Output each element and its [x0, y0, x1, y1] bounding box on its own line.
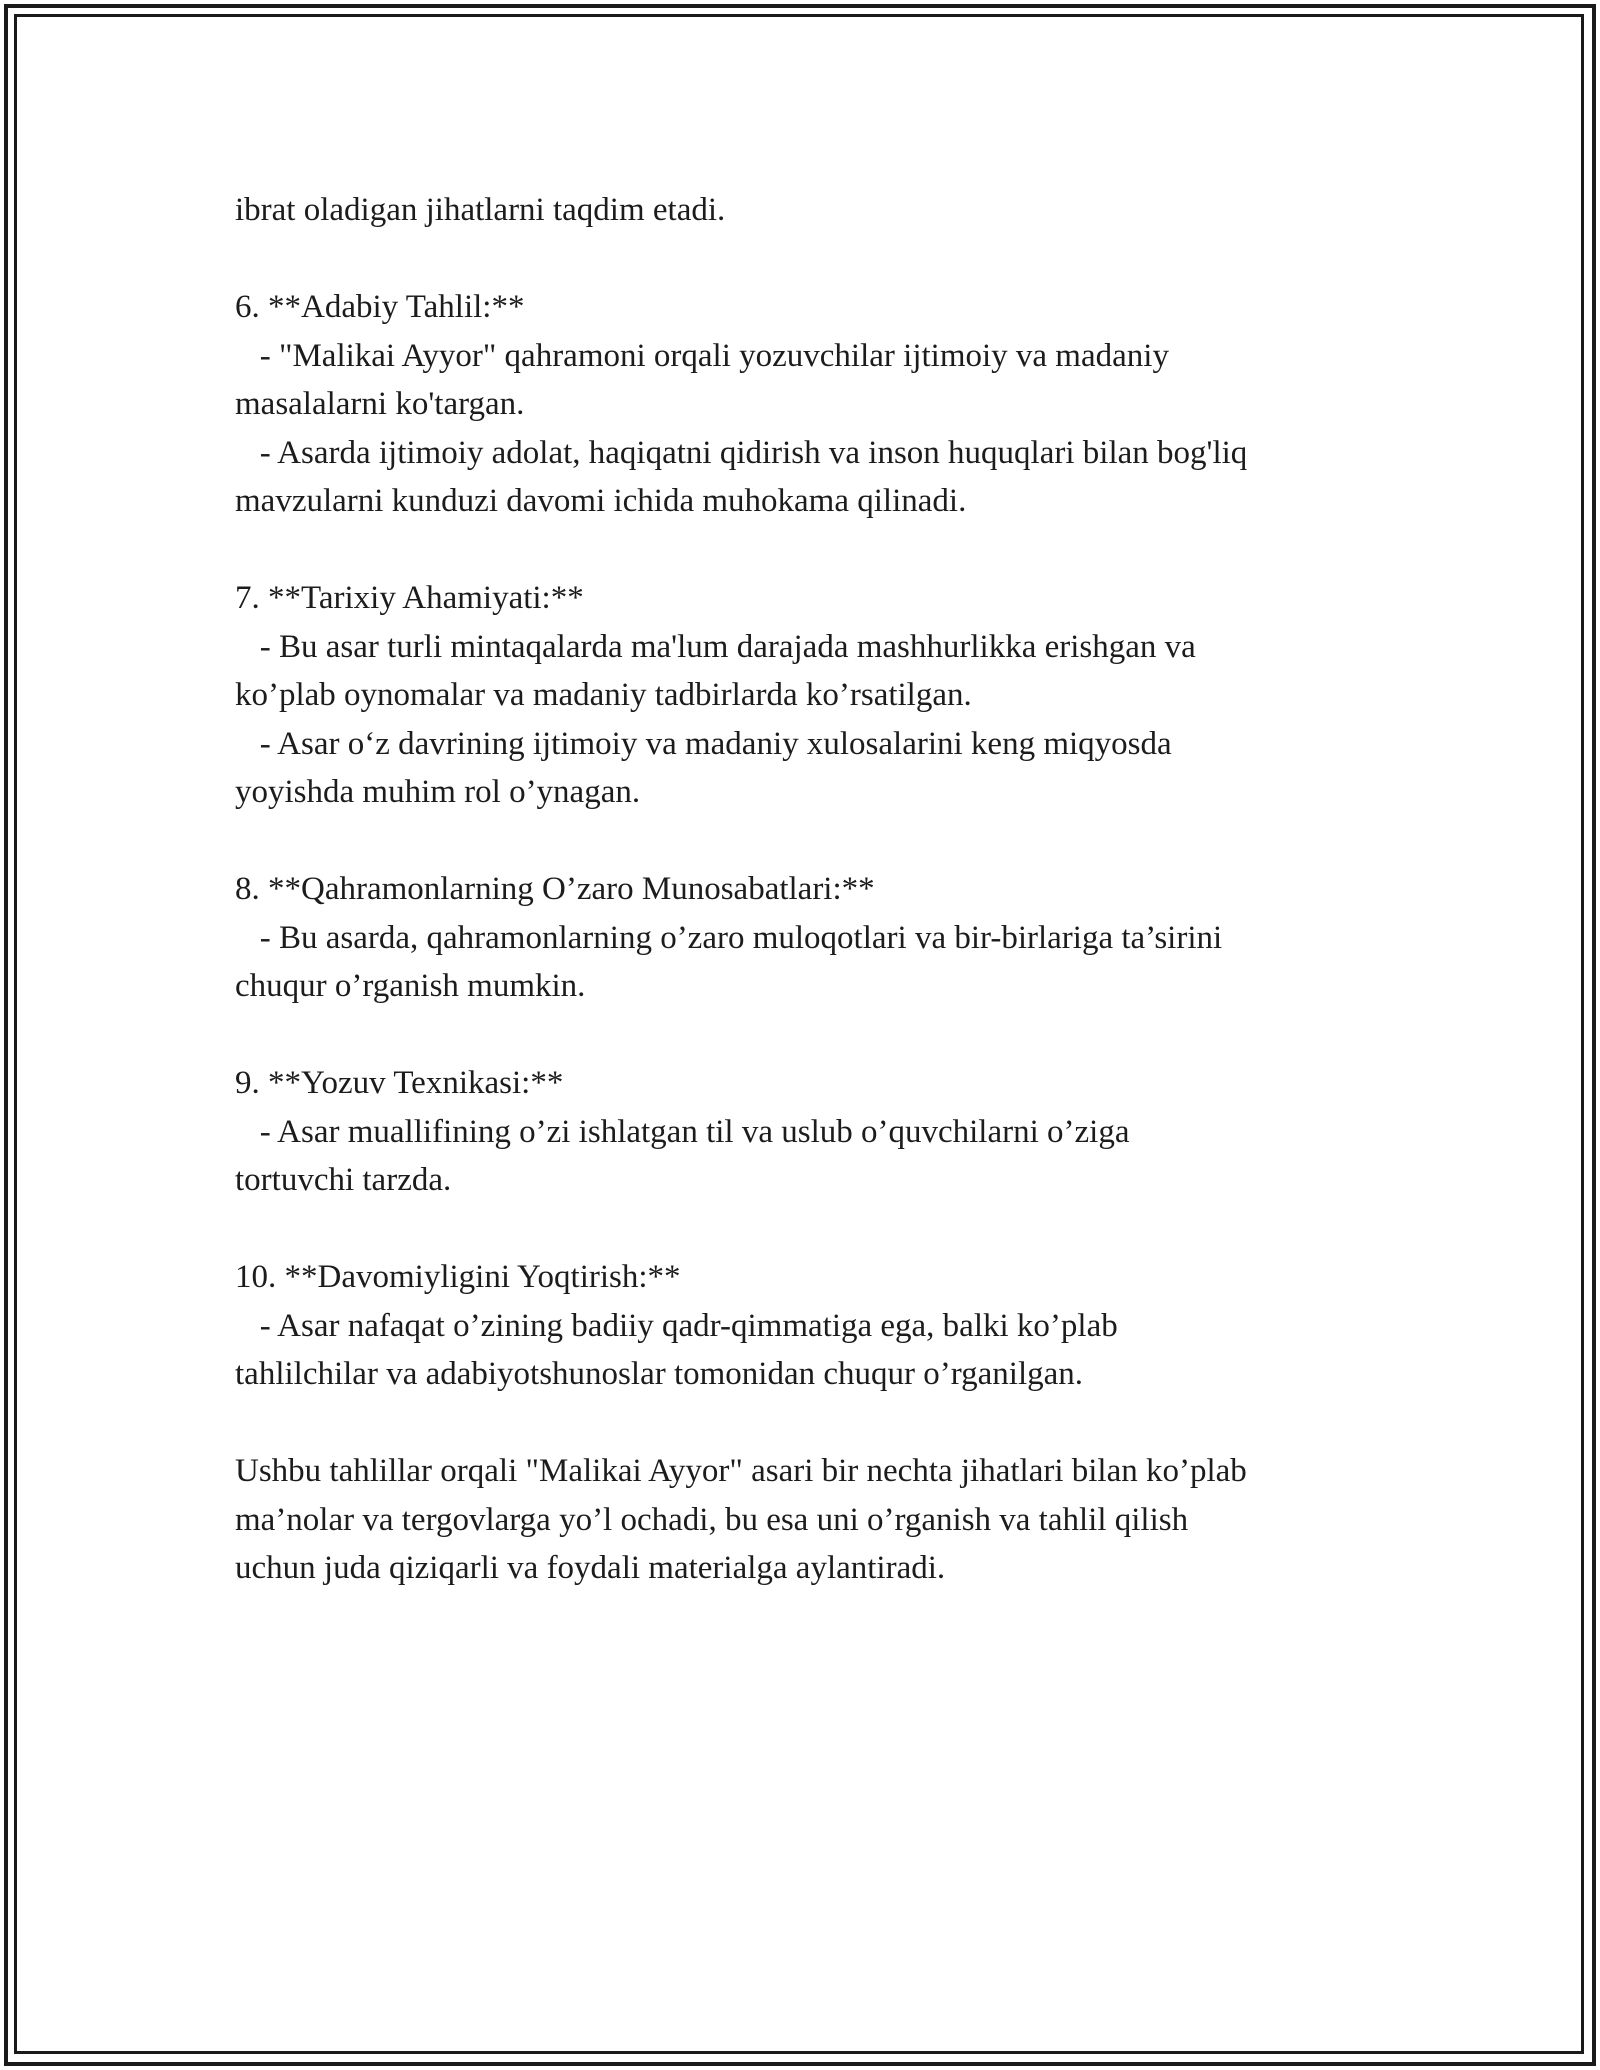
section-line: - Asar muallifining o’zi ishlatgan til va uslub o’quvchilarni o’ziga	[235, 1113, 1130, 1150]
section-davomiyligini-yoqtirish	[235, 1253, 1415, 1399]
paragraph-gap	[235, 1399, 1415, 1448]
paragraph-gap	[235, 235, 1415, 284]
section-line: tahlilchilar va adabiyotshunoslar tomonidan chuqur o’rganilgan.	[235, 1356, 1084, 1392]
section-heading: 6. **Adabiy Tahlil:**	[235, 289, 525, 325]
paragraph-gap	[235, 1011, 1415, 1060]
section-line: chuqur o’rganish mumkin.	[235, 968, 586, 1004]
section-line: - Asarda ijtimoiy adolat, haqiqatni qidirish va inson huquqlari bilan bog'liq	[235, 434, 1248, 471]
section-heading: 7. **Tarixiy Ahamiyati:**	[235, 580, 584, 616]
section-line: - "Malikai Ayyor" qahramoni orqali yozuvchilar ijtimoiy va madaniy	[235, 337, 1169, 374]
section-line: ko’plab oynomalar va madaniy tadbirlarda ko’rsatilgan.	[235, 677, 972, 713]
section-line: tortuvchi tarzda.	[235, 1162, 452, 1198]
section-line: masalalarni ko'targan.	[235, 386, 525, 422]
section-heading: 9. **Yozuv Texnikasi:**	[235, 1065, 564, 1101]
conclusion-line: ma’nolar va tergovlarga yo’l ochadi, bu esa uni o’rganish va tahlil qilish	[235, 1501, 1189, 1538]
section-adabiy-tahlil	[235, 283, 1415, 526]
section-heading: 10. **Davomiyligini Yoqtirish:**	[235, 1259, 681, 1295]
section-tarixiy-ahamiyati	[235, 574, 1415, 817]
section-line: - Asar o‘z davrining ijtimoiy va madaniy xulosalarini keng miqyosda	[235, 725, 1172, 762]
paragraph-gap	[235, 526, 1415, 575]
section-line: mavzularni kunduzi davomi ichida muhokama qilinadi.	[235, 483, 967, 519]
document-body	[235, 186, 1415, 1593]
section-yozuv-texnikasi	[235, 1059, 1415, 1205]
intro-line: ibrat oladigan jihatlarni taqdim etadi.	[235, 192, 726, 228]
conclusion-line: Ushbu tahlillar orqali "Malikai Ayyor" asari bir nechta jihatlari bilan ko’plab	[235, 1453, 1247, 1489]
section-heading: 8. **Qahramonlarning O’zaro Munosabatlari:**	[235, 871, 875, 907]
section-line: - Bu asarda, qahramonlarning o’zaro muloqotlari va bir-birlariga ta’sirini	[235, 919, 1223, 956]
section-line: - Asar nafaqat o’zining badiiy qadr-qimmatiga ega, balki ko’plab	[235, 1307, 1118, 1344]
section-line: - Bu asar turli mintaqalarda ma'lum darajada mashhurlikka erishgan va	[235, 628, 1196, 665]
conclusion-paragraph	[235, 1447, 1415, 1593]
conclusion-line: uchun juda qiziqarli va foydali materialga aylantiradi.	[235, 1550, 946, 1586]
section-line: yoyishda muhim rol o’ynagan.	[235, 774, 641, 810]
paragraph-gap	[235, 817, 1415, 866]
paragraph-gap	[235, 1205, 1415, 1254]
section-qahramonlar-munosabatlari	[235, 865, 1415, 1011]
